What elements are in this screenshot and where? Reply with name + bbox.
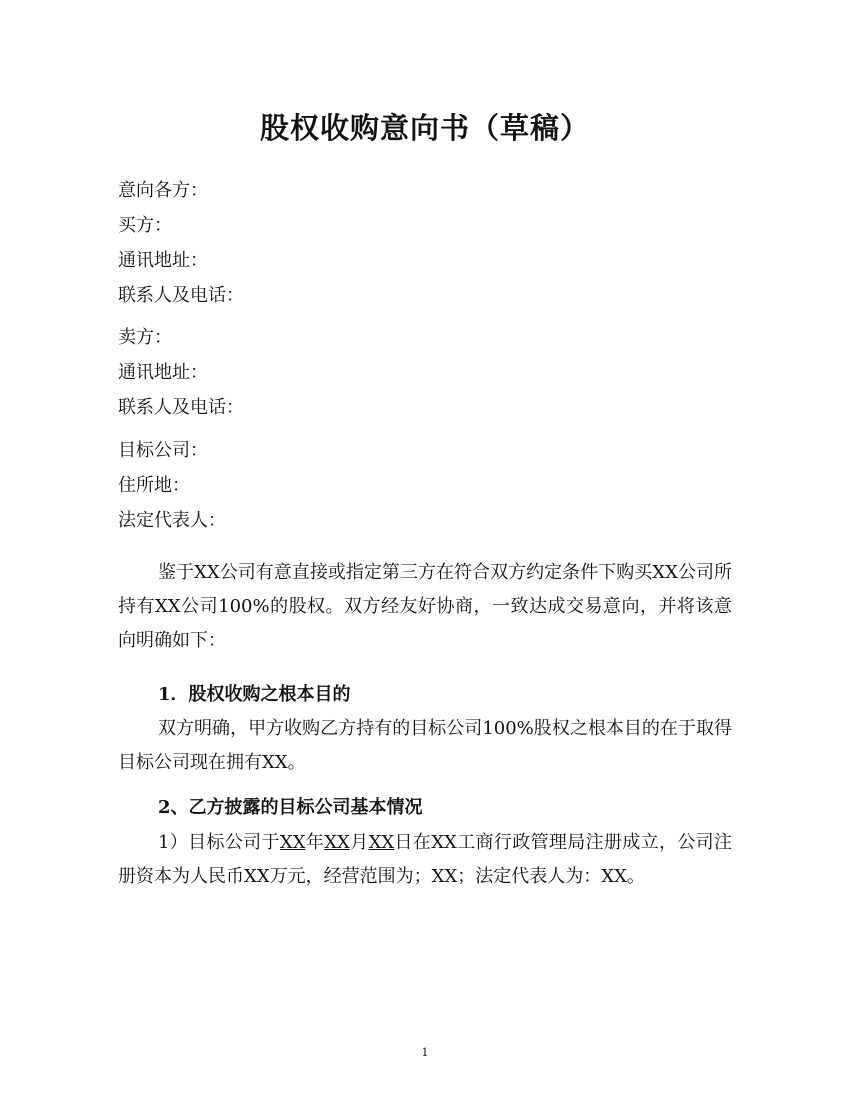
section-2-p1-prefix: 1）目标公司于 [158, 832, 280, 853]
section-1-heading: 1．股权收购之根本目的 [158, 684, 351, 705]
target-domicile-label: 住所地： [118, 475, 190, 496]
section-1-paragraph: 双方明确，甲方收购乙方持有的目标公司100%股权之根本目的在于取得目标公司现在拥有XX。 [118, 718, 732, 773]
registration-month-unit: 月 [349, 832, 369, 853]
section-2-paragraph-1 [118, 826, 732, 894]
intro-paragraph: 鉴于XX公司有意直接或指定第三方在符合双方约定条件下购买XX公司所持有XX公司100%的股权。双方经友好协商，一致达成交易意向，并将该意向明确如下： [118, 562, 732, 651]
registration-year-unit: 年 [305, 832, 325, 853]
section-2-heading: 2、乙方披露的目标公司基本情况 [158, 797, 423, 818]
registration-year-value: XX [279, 832, 306, 853]
section-2-p1-suffix: 日在XX工商行政管理局注册成立，公司注册资本为人民币XX万元，经营范围为；XX；法定代表人为：XX。 [118, 832, 733, 887]
page-number: 1 [421, 1046, 429, 1059]
target-legal-rep-label: 法定代表人： [118, 510, 226, 531]
seller-contact-label: 联系人及电话： [118, 397, 244, 418]
buyer-contact-label: 联系人及电话： [118, 285, 244, 306]
buyer-label: 买方： [118, 215, 172, 236]
buyer-address-label: 通讯地址： [118, 250, 208, 271]
parties-label: 意向各方： [118, 180, 208, 201]
document-title: 股权收购意向书（草稿） [259, 111, 590, 145]
seller-label: 卖方： [118, 327, 172, 348]
seller-address-label: 通讯地址： [118, 362, 208, 383]
target-company-label: 目标公司： [118, 440, 208, 461]
registration-month-value: XX [324, 832, 350, 853]
registration-day-value: XX [368, 832, 395, 853]
